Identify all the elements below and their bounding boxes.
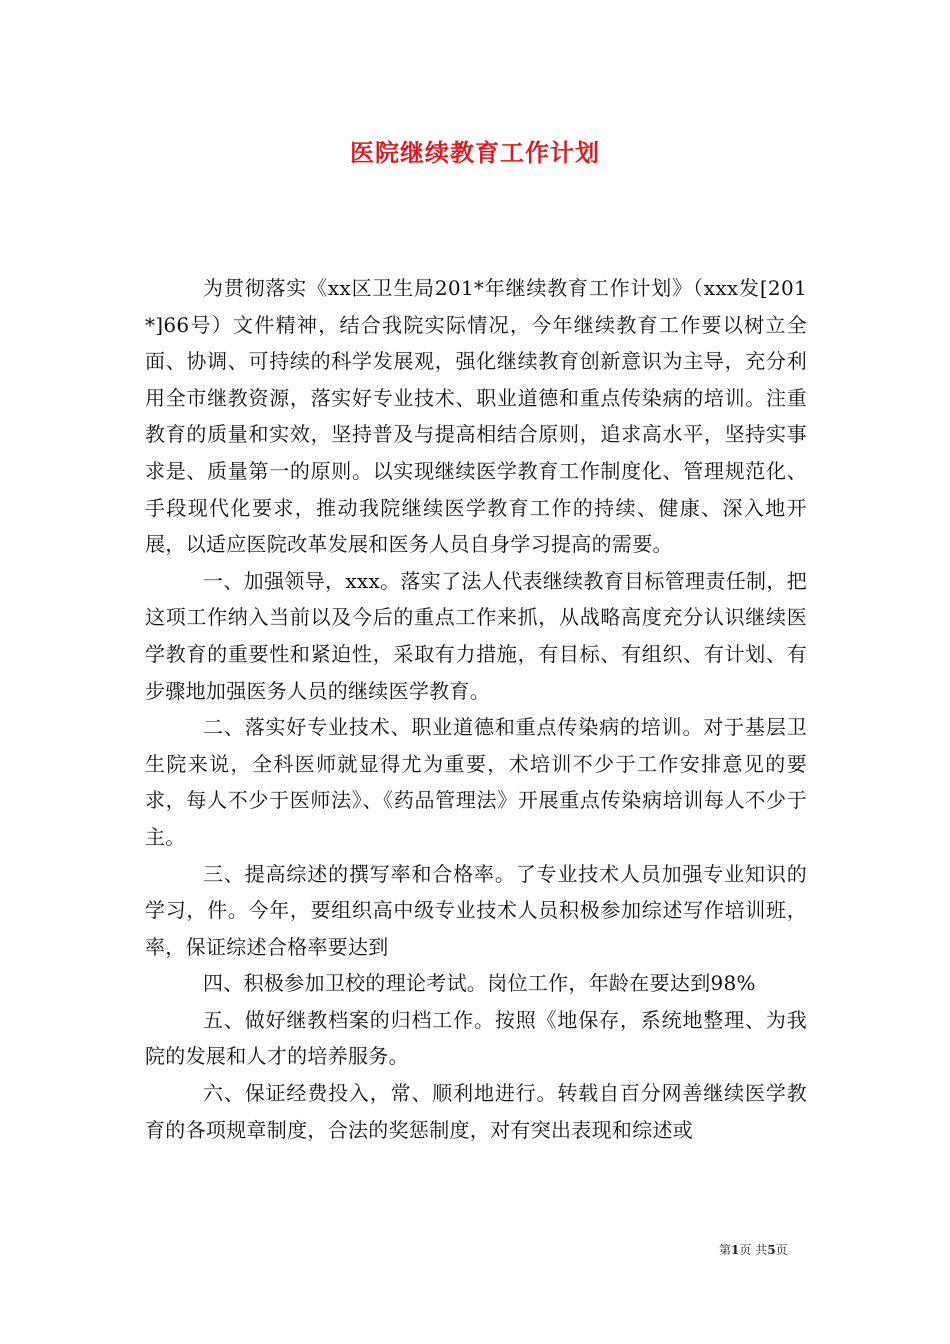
total-page-number: 5 xyxy=(767,1243,776,1257)
paragraph-section-5: 五、做好继教档案的归档工作。按照《地保存，系统地整理、为我院的发展和人才的培养服务。 xyxy=(145,1007,807,1069)
footer-middle: 页 共 xyxy=(739,1243,768,1257)
footer-suffix: 页 xyxy=(775,1243,788,1257)
footer-prefix: 第 xyxy=(719,1243,732,1257)
paragraph-intro: 为贯彻落实《xx区卫生局201*年继续教育工作计划》（xxx发[201*]66号）文件精神，结合我院实际情况，今年继续教育工作要以树立全面、协调、可持续的科学发展观，强化继续教育创新意识为主导，充分利用全市继教资源，落实好专业技术、职业道德和重点传染病的培训。注重教育的质量和实效，坚持普及与提高相结合原则，追求高水平，坚持实事求是、质量第一的原则。以实现继续医学教育工作制度化、管理规范化、手段现代化要求，推动我院继续医学教育工作的持续、健康、深入地开展，以适应医院改革发展和医务人员自身学习提高的需要。 xyxy=(145,276,807,557)
current-page-number: 1 xyxy=(731,1243,740,1257)
page-number-footer xyxy=(719,1241,788,1258)
document-body xyxy=(145,270,807,1148)
paragraph-section-1: 一、加强领导，xxx。落实了法人代表继续教育目标管理责任制，把这项工作纳入当前以及今后的重点工作来抓，从战略高度充分认识继续医学教育的重要性和紧迫性，采取有力措施，有目标、有组织、有计划、有步骤地加强医务人员的继续医学教育。 xyxy=(145,568,807,703)
paragraph-section-4: 四、积极参加卫校的理论考试。岗位工作，年龄在要达到98% xyxy=(203,971,756,996)
paragraph-section-3: 三、提高综述的撰写率和合格率。了专业技术人员加强专业知识的学习，件。今年，要组织高中级专业技术人员积极参加综述写作培训班，率，保证综述合格率要达到 xyxy=(145,861,807,959)
document-title: 医院继续教育工作计划 xyxy=(350,138,600,167)
paragraph-section-6: 六、保证经费投入，常、顺利地进行。转载自百分网善继续医学教育的各项规章制度，合法的奖惩制度，对有突出表现和综述或 xyxy=(145,1081,807,1142)
paragraph-section-2: 二、落实好专业技术、职业道德和重点传染病的培训。对于基层卫生院来说，全科医师就显得尤为重要，术培训不少于工作安排意见的要求，每人不少于医师法》、《药品管理法》开展重点传染病培训每人不少于主。 xyxy=(145,715,807,849)
